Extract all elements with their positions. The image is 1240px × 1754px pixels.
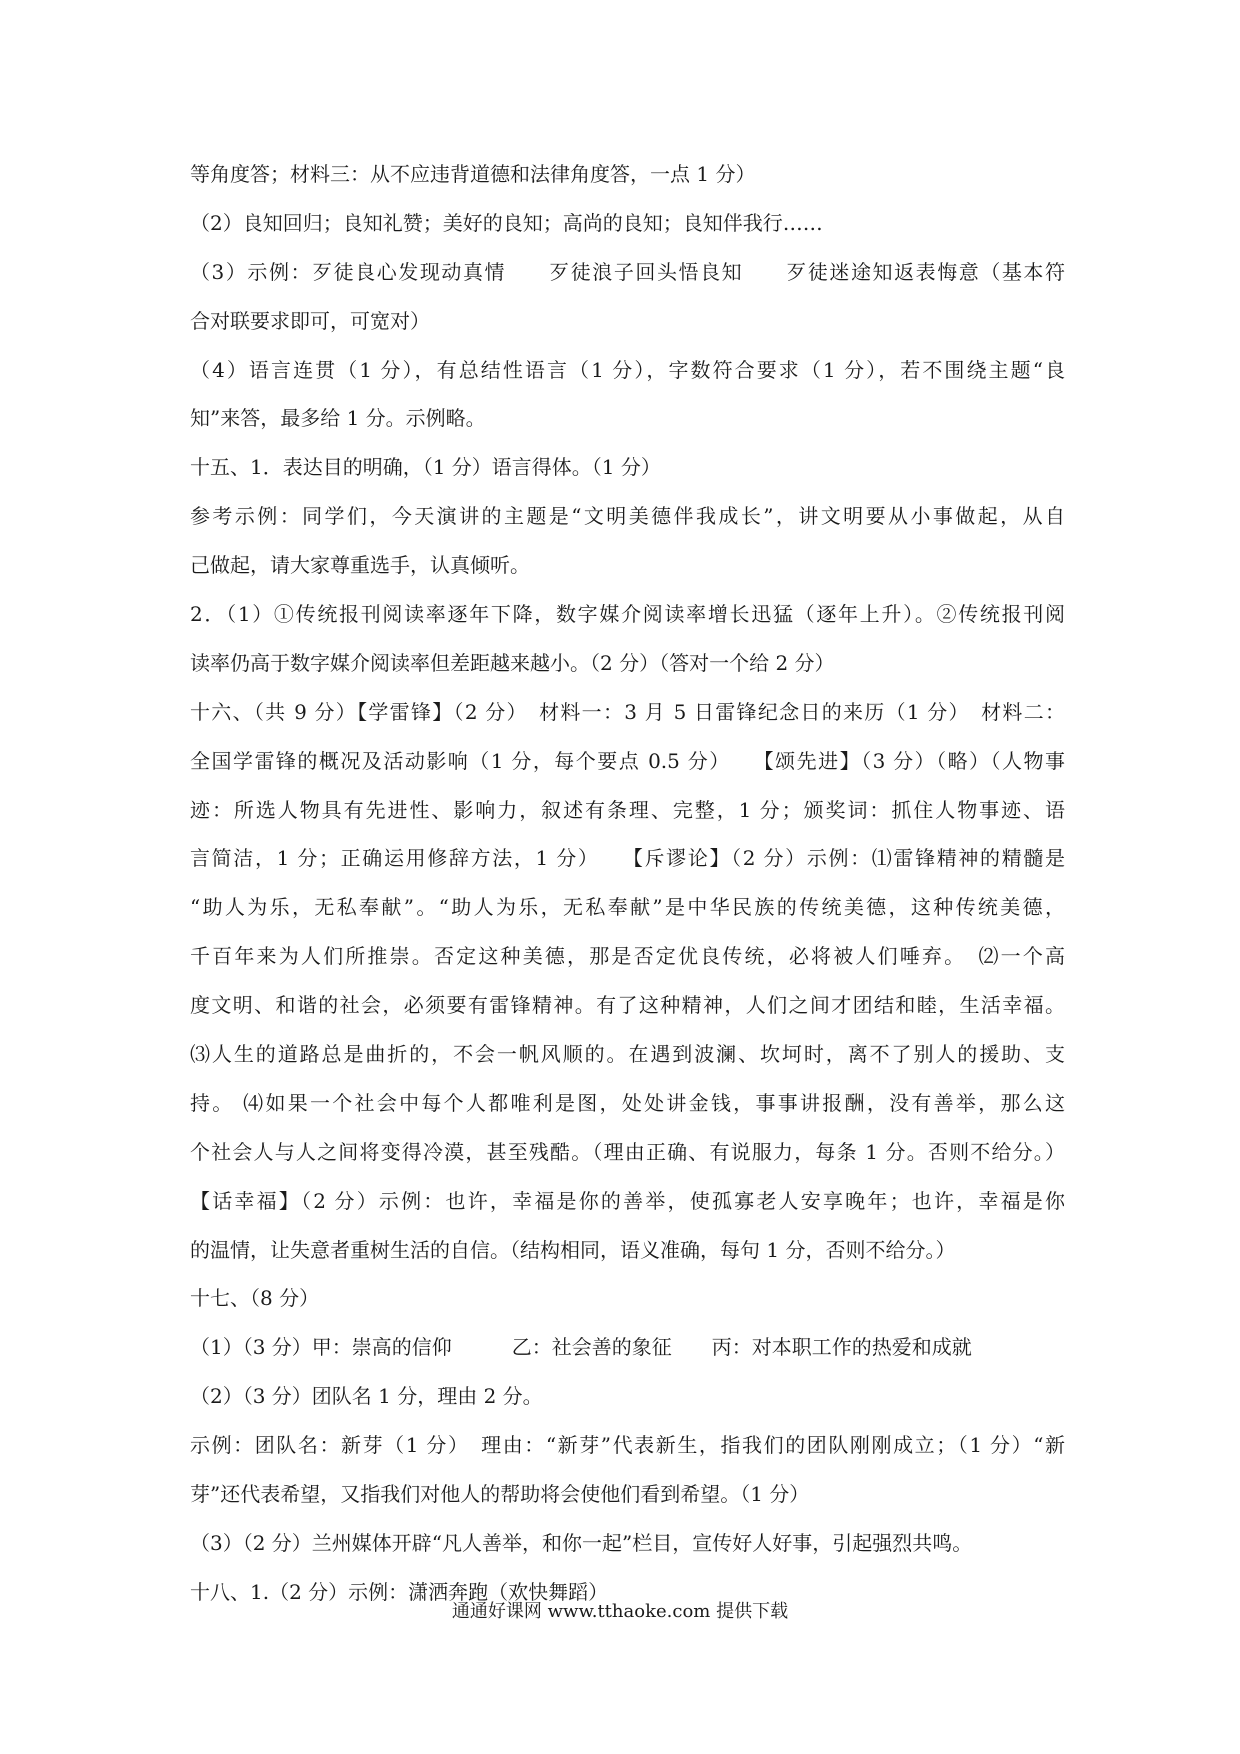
text-line-15: 言简洁，1 分；正确运用修辞方法，1 分） 【斥谬论】（2 分）示例：⑴雷锋精神的精髓是 (190, 846, 1065, 871)
text-line-30: 十八、1.（2 分）示例：潇洒奔跑（欢快舞蹈） (190, 1579, 609, 1604)
text-line-13: 全国学雷锋的概况及活动影响（1 分，每个要点 0.5 分） 【颂先进】（3 分）（略）（人物事 (190, 748, 1065, 773)
text-line-28: 芽”还代表希望，又指我们对他人的帮助将会使他们看到希望。（1 分） (190, 1482, 810, 1507)
text-line-19: ⑶人生的道路总是曲折的，不会一帆风顺的。在遇到波澜、坎坷时，离不了别人的援助、支 (190, 1042, 1065, 1067)
text-line-2: （2）良知回归；良知礼赞；美好的良知；高尚的良知；良知伴我行…… (190, 210, 823, 235)
text-line-5: （4）语言连贯（1 分），有总结性语言（1 分），字数符合要求（1 分），若不围绕主题“良 (190, 357, 1065, 382)
answer-text-body (190, 150, 1065, 1617)
text-line-16: “助人为乐，无私奉献”。“助人为乐，无私奉献”是中华民族的传统美德，这种传统美德， (190, 895, 1065, 920)
text-line-23: 的温情，让失意者重树生活的自信。（结构相同，语义准确，每句 1 分，否则不给分。） (190, 1237, 956, 1262)
text-line-21: 个社会人与人之间将变得冷漠，甚至残酷。（理由正确、有说服力，每条 1 分。否则不给分。） (190, 1139, 1065, 1164)
page-footer: 通通好课网 www.tthaoke.com 提供下载 (451, 1601, 789, 1622)
text-line-8: 参考示例：同学们，今天演讲的主题是“文明美德伴我成长”，讲文明要从小事做起，从自 (190, 504, 1065, 529)
text-line-4: 合对联要求即可，可宽对） (190, 308, 430, 333)
text-line-3: （3）示例：歹徒良心发现动真情 歹徒浪子回头悟良知 歹徒迷途知返表悔意（基本符 (190, 259, 1065, 284)
text-line-10: 2．（1）①传统报刊阅读率逐年下降，数字媒介阅读率增长迅猛（逐年上升）。②传统报刊阅 (190, 602, 1065, 627)
text-line-22: 【话幸福】（2 分）示例：也许，幸福是你的善举，使孤寡老人安享晚年；也许，幸福是你 (190, 1188, 1065, 1213)
text-line-20: 持。 ⑷如果一个社会中每个人都唯利是图，处处讲金钱，事事讲报酬，没有善举，那么这 (190, 1090, 1065, 1115)
text-line-7: 十五、1．表达目的明确，（1 分）语言得体。（1 分） (190, 455, 661, 480)
text-line-14: 迹：所选人物具有先进性、影响力，叙述有条理、完整，1 分；颁奖词：抓住人物事迹、语 (190, 797, 1065, 822)
text-line-26: （2）（3 分）团队名 1 分，理由 2 分。 (190, 1384, 543, 1409)
text-line-1: 等角度答；材料三：从不应违背道德和法律角度答，一点 1 分） (190, 162, 756, 186)
text-line-12: 十六、（共 9 分）【学雷锋】（2 分） 材料一：3 月 5 日雷锋纪念日的来历（1 分） 材料二： (190, 699, 1065, 724)
text-line-27: 示例：团队名：新芽（1 分） 理由：“新芽”代表新生，指我们的团队刚刚成立；（1 分）“新 (190, 1433, 1065, 1458)
text-line-6: 知”来答，最多给 1 分。示例略。 (190, 406, 486, 431)
text-line-18: 度文明、和谐的社会，必须要有雷锋精神。有了这种精神，人们之间才团结和睦，生活幸福。 (190, 993, 1065, 1018)
text-line-9: 己做起，请大家尊重选手，认真倾听。 (190, 553, 530, 578)
text-line-11: 读率仍高于数字媒介阅读率但差距越来越小。（2 分）（答对一个给 2 分） (190, 650, 835, 675)
text-line-29: （3）（2 分）兰州媒体开辟“凡人善举，和你一起”栏目，宣传好人好事，引起强烈共鸣。 (190, 1530, 973, 1555)
text-line-24: 十七、（8 分） (190, 1286, 320, 1311)
text-line-25: （1）（3 分）甲：崇高的信仰 乙：社会善的象征 丙：对本职工作的热爱和成就 (190, 1335, 972, 1360)
text-line-17: 千百年来为人们所推崇。否定这种美德，那是否定优良传统，必将被人们唾弃。 ⑵一个高 (190, 944, 1065, 969)
